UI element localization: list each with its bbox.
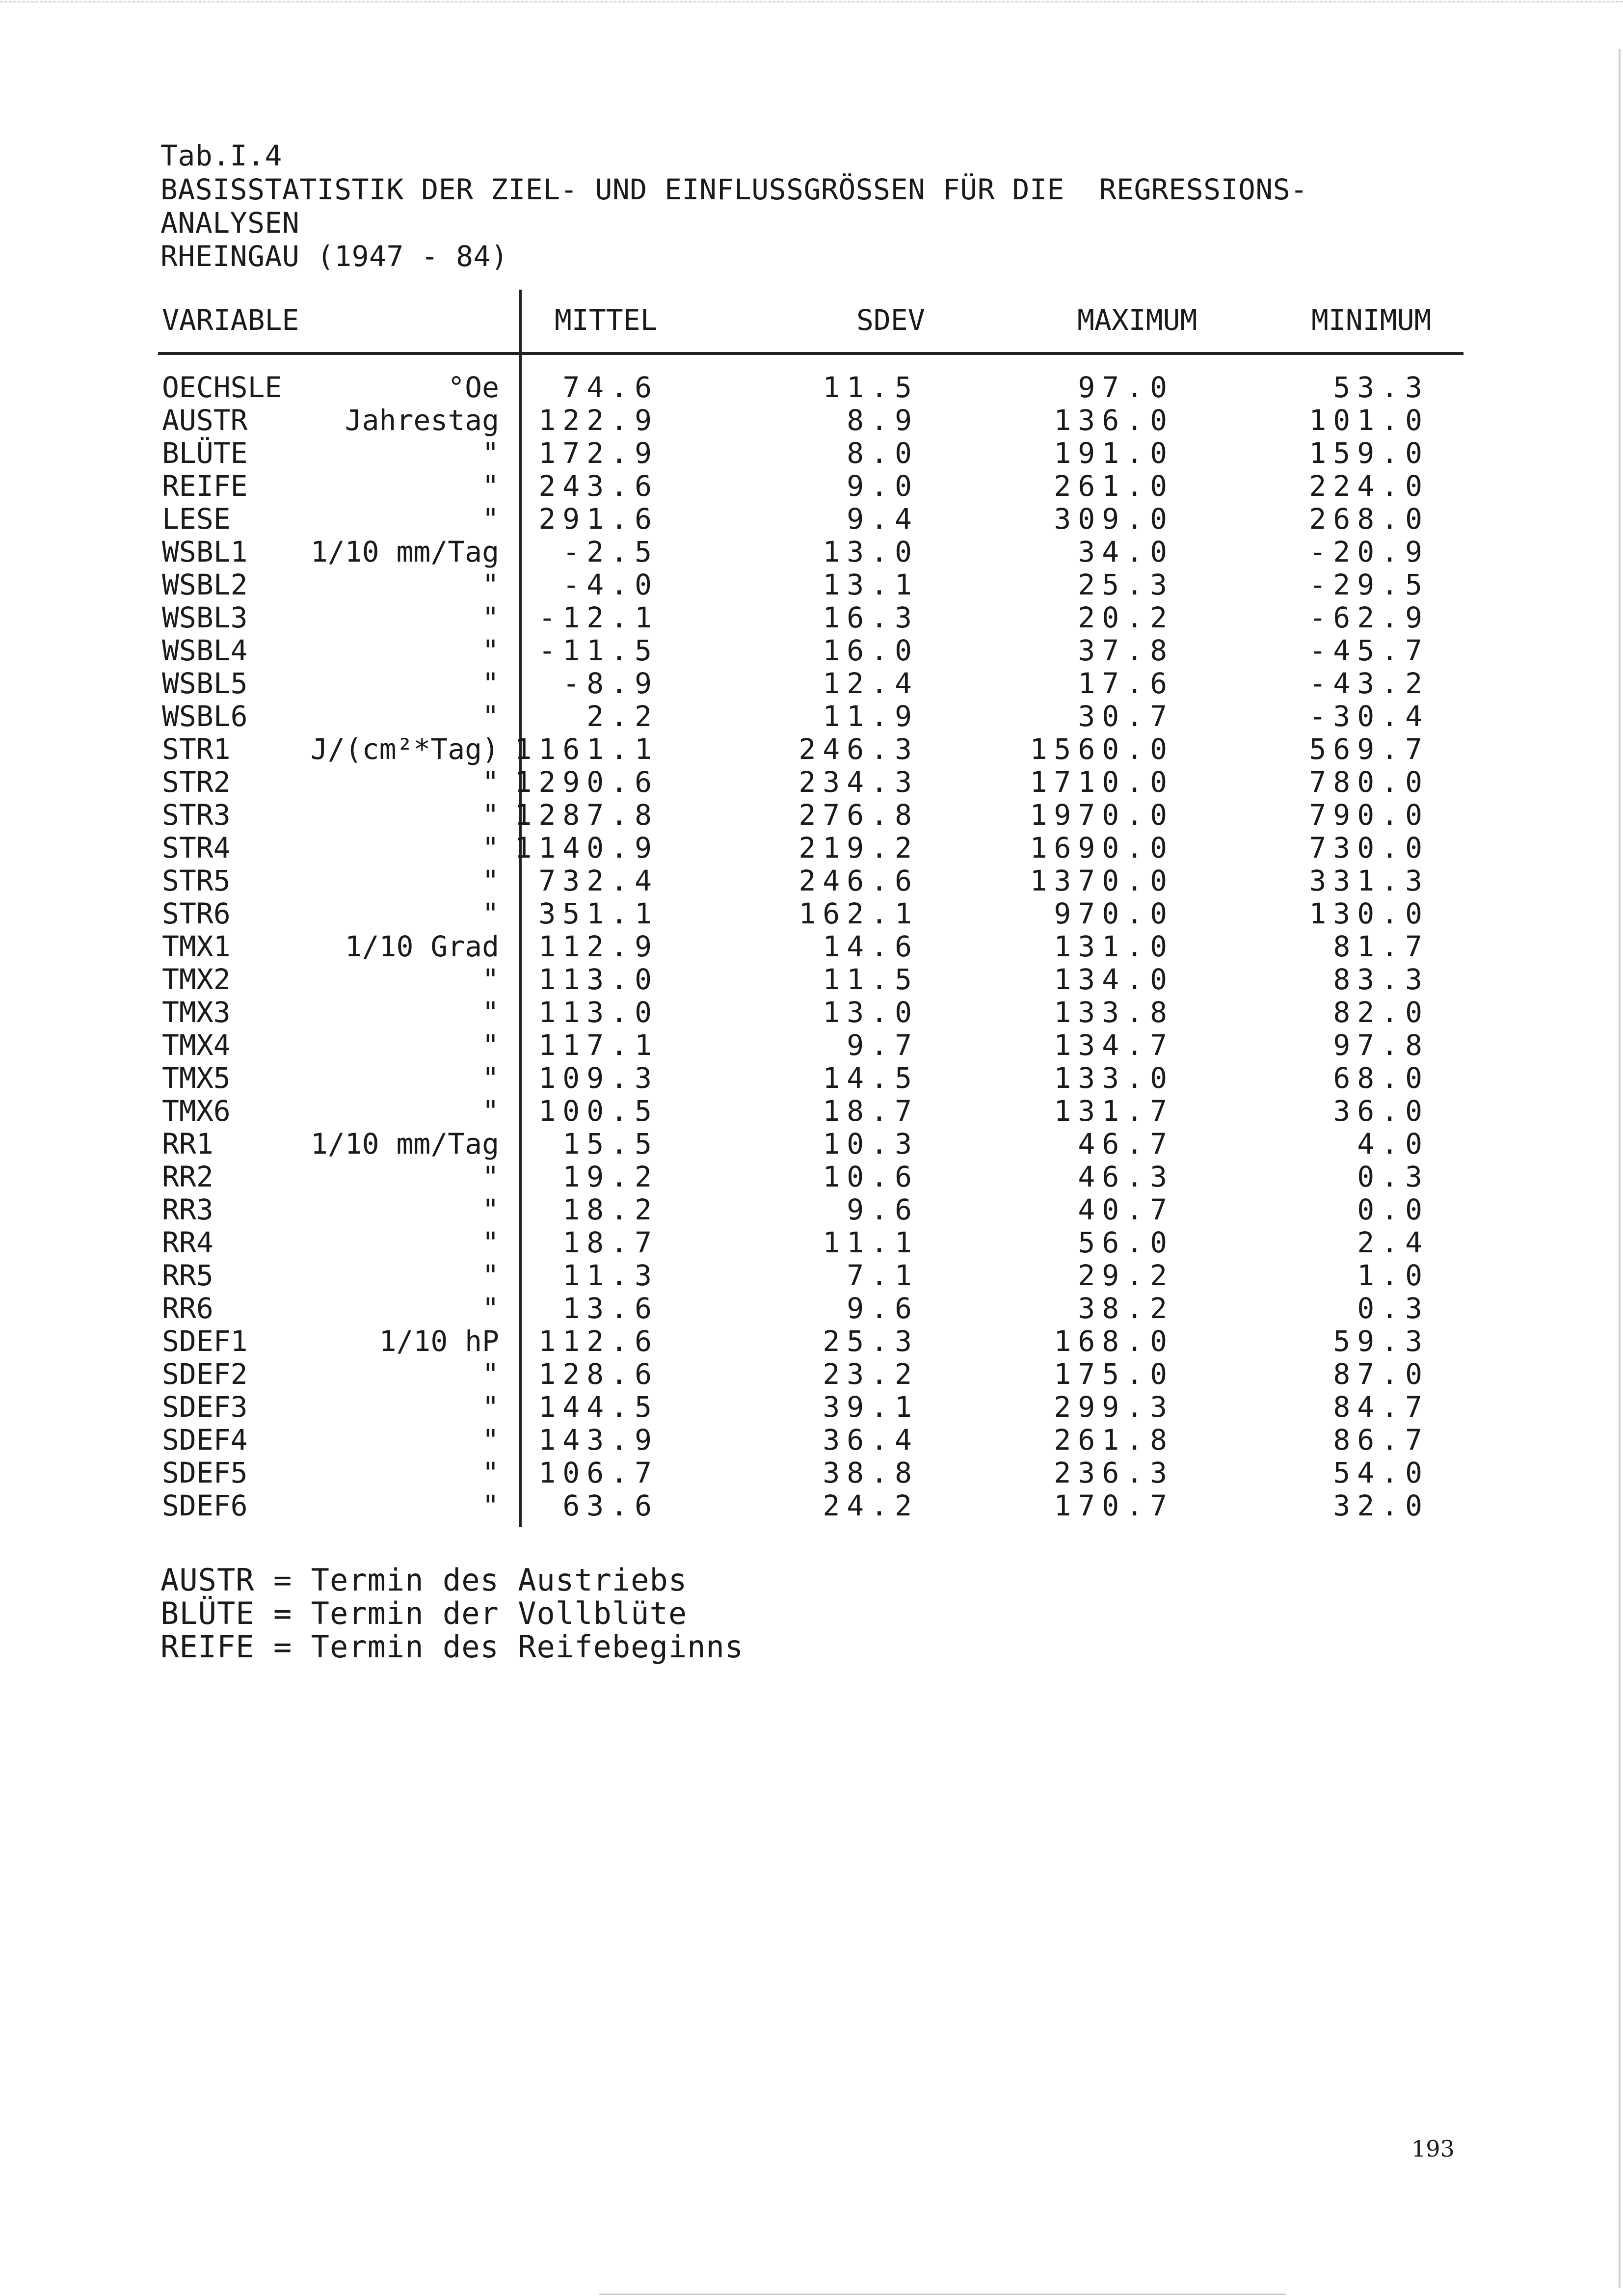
mean-cell: 122.9 (538, 404, 659, 437)
max-cell: 30.7 (1078, 700, 1174, 733)
footnote-bluete: BLÜTE = Termin der Vollblüte (160, 1595, 688, 1631)
sdev-cell: 16.0 (823, 634, 919, 667)
max-cell: 1690.0 (1030, 831, 1174, 864)
sdev-cell: 11.1 (823, 1226, 919, 1259)
scan-edge-bottom (599, 2294, 1286, 2295)
sdev-cell: 8.0 (847, 436, 919, 470)
unit-cell: " (482, 1423, 499, 1457)
variable-cell: SDEF2 (162, 1357, 248, 1391)
mean-cell: 143.9 (538, 1423, 659, 1457)
mean-cell: 74.6 (562, 371, 659, 404)
min-cell: 53.3 (1333, 371, 1429, 404)
unit-cell: " (482, 996, 499, 1029)
unit-cell: " (482, 436, 499, 470)
sdev-cell: 24.2 (823, 1489, 919, 1522)
max-cell: 1370.0 (1030, 864, 1174, 897)
max-cell: 1970.0 (1030, 798, 1174, 832)
mean-cell: 13.6 (562, 1292, 659, 1325)
table-row (0, 568, 1623, 601)
unit-cell: 1/10 Grad (345, 930, 499, 963)
column-header-min: MINIMUM (1311, 303, 1432, 337)
variable-cell: RR5 (162, 1259, 213, 1292)
scan-edge-top (0, 1, 1623, 2)
table-row (0, 1489, 1623, 1522)
header-rule (158, 352, 1463, 355)
unit-cell: " (482, 469, 499, 503)
variable-cell: AUSTR (162, 404, 248, 437)
max-cell: 970.0 (1054, 897, 1174, 930)
table-row (0, 1357, 1623, 1391)
table-row (0, 700, 1623, 733)
max-cell: 1560.0 (1030, 732, 1174, 766)
mean-cell: -8.9 (562, 667, 659, 700)
unit-cell: 1/10 mm/Tag (310, 1127, 499, 1161)
min-cell: 32.0 (1333, 1489, 1429, 1522)
unit-cell: " (482, 864, 499, 897)
variable-cell: OECHSLE (162, 371, 282, 404)
min-cell: 84.7 (1333, 1390, 1429, 1424)
sdev-cell: 23.2 (823, 1357, 919, 1391)
unit-cell: " (482, 1489, 499, 1522)
variable-cell: RR4 (162, 1226, 213, 1259)
table-row (0, 667, 1623, 700)
table-row (0, 634, 1623, 667)
unit-cell: " (482, 1160, 499, 1193)
mean-cell: 18.7 (562, 1226, 659, 1259)
unit-cell: " (482, 1094, 499, 1128)
sdev-cell: 10.3 (823, 1127, 919, 1161)
max-cell: 29.2 (1078, 1259, 1174, 1292)
mean-cell: -12.1 (538, 601, 659, 634)
unit-cell: " (482, 700, 499, 733)
variable-cell: WSBL1 (162, 535, 248, 568)
min-cell: 331.3 (1309, 864, 1429, 897)
variable-cell: TMX6 (162, 1094, 231, 1128)
min-cell: 83.3 (1333, 963, 1429, 996)
column-header-max: MAXIMUM (1077, 303, 1197, 337)
table-row (0, 1292, 1623, 1325)
table-row (0, 1259, 1623, 1292)
table-row (0, 502, 1623, 536)
unit-cell: " (482, 568, 499, 601)
min-cell: -45.7 (1309, 634, 1429, 667)
sdev-cell: 16.3 (823, 601, 919, 634)
max-cell: 131.7 (1054, 1094, 1174, 1128)
table-row (0, 601, 1623, 634)
max-cell: 261.8 (1054, 1423, 1174, 1457)
table-row (0, 798, 1623, 832)
max-cell: 299.3 (1054, 1390, 1174, 1424)
table-label: Tab.I.4 (160, 139, 282, 172)
max-cell: 37.8 (1078, 634, 1174, 667)
sdev-cell: 276.8 (798, 798, 919, 832)
min-cell: 4.0 (1357, 1127, 1429, 1161)
mean-cell: 112.6 (538, 1324, 659, 1358)
min-cell: 2.4 (1357, 1226, 1429, 1259)
min-cell: -20.9 (1309, 535, 1429, 568)
variable-cell: TMX5 (162, 1061, 231, 1095)
variable-cell: WSBL6 (162, 700, 248, 733)
max-cell: 56.0 (1078, 1226, 1174, 1259)
column-header-mean: MITTEL (555, 303, 658, 337)
mean-cell: 1140.9 (514, 831, 659, 864)
table-row (0, 1160, 1623, 1193)
variable-cell: SDEF5 (162, 1456, 248, 1489)
unit-cell: " (482, 765, 499, 799)
footnote-reife: REIFE = Termin des Reifebeginns (160, 1629, 744, 1665)
unit-cell: " (482, 1226, 499, 1259)
unit-cell: " (482, 1292, 499, 1325)
min-cell: 780.0 (1309, 765, 1429, 799)
sdev-cell: 246.6 (798, 864, 919, 897)
sdev-cell: 162.1 (798, 897, 919, 930)
mean-cell: 732.4 (538, 864, 659, 897)
mean-cell: 112.9 (538, 930, 659, 963)
variable-cell: SDEF4 (162, 1423, 248, 1457)
mean-cell: 2.2 (586, 700, 659, 733)
variable-cell: TMX3 (162, 996, 231, 1029)
table-row (0, 1193, 1623, 1226)
unit-cell: Jahrestag (345, 404, 499, 437)
sdev-cell: 14.6 (823, 930, 919, 963)
mean-cell: 109.3 (538, 1061, 659, 1095)
max-cell: 46.3 (1078, 1160, 1174, 1193)
max-cell: 40.7 (1078, 1193, 1174, 1226)
table-row (0, 436, 1623, 470)
sdev-cell: 10.6 (823, 1160, 919, 1193)
variable-cell: STR1 (162, 732, 231, 766)
max-cell: 46.7 (1078, 1127, 1174, 1161)
column-header-sdev: SDEV (856, 303, 925, 337)
unit-cell: " (482, 601, 499, 634)
table-row (0, 765, 1623, 799)
page-number: 193 (1411, 2135, 1455, 2162)
max-cell: 191.0 (1054, 436, 1174, 470)
mean-cell: 113.0 (538, 996, 659, 1029)
table-row (0, 371, 1623, 404)
variable-cell: RR6 (162, 1292, 213, 1325)
min-cell: 224.0 (1309, 469, 1429, 503)
mean-cell: 351.1 (538, 897, 659, 930)
sdev-cell: 9.0 (847, 469, 919, 503)
table-title-line1: BASISSTATISTIK DER ZIEL- UND EINFLUSSGRÖSSEN FÜR DIE REGRESSIONS- (160, 173, 1308, 206)
unit-cell: " (482, 1259, 499, 1292)
mean-cell: 113.0 (538, 963, 659, 996)
max-cell: 236.3 (1054, 1456, 1174, 1489)
table-row (0, 469, 1623, 503)
sdev-cell: 13.1 (823, 568, 919, 601)
variable-cell: RR2 (162, 1160, 213, 1193)
mean-cell: 11.3 (562, 1259, 659, 1292)
variable-cell: WSBL5 (162, 667, 248, 700)
table-row (0, 1094, 1623, 1128)
sdev-cell: 9.6 (847, 1193, 919, 1226)
min-cell: 59.3 (1333, 1324, 1429, 1358)
min-cell: 54.0 (1333, 1456, 1429, 1489)
variable-cell: TMX4 (162, 1028, 231, 1062)
min-cell: 790.0 (1309, 798, 1429, 832)
mean-cell: 100.5 (538, 1094, 659, 1128)
table-row (0, 831, 1623, 864)
max-cell: 25.3 (1078, 568, 1174, 601)
max-cell: 133.0 (1054, 1061, 1174, 1095)
variable-cell: SDEF1 (162, 1324, 248, 1358)
sdev-cell: 9.4 (847, 502, 919, 536)
max-cell: 131.0 (1054, 930, 1174, 963)
unit-cell: °Oe (448, 371, 499, 404)
table-row (0, 1456, 1623, 1489)
sdev-cell: 11.9 (823, 700, 919, 733)
unit-cell: " (482, 798, 499, 832)
unit-cell: " (482, 502, 499, 536)
table-row (0, 1226, 1623, 1259)
variable-cell: REIFE (162, 469, 248, 503)
min-cell: 1.0 (1357, 1259, 1429, 1292)
sdev-cell: 36.4 (823, 1423, 919, 1457)
table-row (0, 1061, 1623, 1095)
unit-cell: " (482, 1390, 499, 1424)
variable-cell: BLÜTE (162, 436, 248, 470)
unit-cell: 1/10 mm/Tag (310, 535, 499, 568)
variable-cell: RR3 (162, 1193, 213, 1226)
sdev-cell: 25.3 (823, 1324, 919, 1358)
unit-cell: " (482, 667, 499, 700)
footnote-austr: AUSTR = Termin des Austriebs (160, 1562, 688, 1598)
mean-cell: 1290.6 (514, 765, 659, 799)
max-cell: 134.7 (1054, 1028, 1174, 1062)
sdev-cell: 8.9 (847, 404, 919, 437)
max-cell: 309.0 (1054, 502, 1174, 536)
mean-cell: 144.5 (538, 1390, 659, 1424)
max-cell: 170.7 (1054, 1489, 1174, 1522)
sdev-cell: 219.2 (798, 831, 919, 864)
sdev-cell: 13.0 (823, 996, 919, 1029)
max-cell: 134.0 (1054, 963, 1174, 996)
mean-cell: -2.5 (562, 535, 659, 568)
table-row (0, 996, 1623, 1029)
max-cell: 136.0 (1054, 404, 1174, 437)
mean-cell: 106.7 (538, 1456, 659, 1489)
min-cell: -62.9 (1309, 601, 1429, 634)
table-row (0, 1028, 1623, 1062)
min-cell: 268.0 (1309, 502, 1429, 536)
min-cell: 86.7 (1333, 1423, 1429, 1457)
unit-cell: " (482, 1028, 499, 1062)
max-cell: 1710.0 (1030, 765, 1174, 799)
table-row (0, 1390, 1623, 1424)
max-cell: 133.8 (1054, 996, 1174, 1029)
table-row (0, 864, 1623, 897)
sdev-cell: 246.3 (798, 732, 919, 766)
min-cell: 130.0 (1309, 897, 1429, 930)
unit-cell: " (482, 1357, 499, 1391)
mean-cell: 243.6 (538, 469, 659, 503)
table-row (0, 535, 1623, 568)
variable-cell: STR4 (162, 831, 231, 864)
min-cell: -29.5 (1309, 568, 1429, 601)
unit-cell: " (482, 963, 499, 996)
variable-cell: STR2 (162, 765, 231, 799)
sdev-cell: 11.5 (823, 963, 919, 996)
variable-cell: SDEF3 (162, 1390, 248, 1424)
max-cell: 17.6 (1078, 667, 1174, 700)
max-cell: 97.0 (1078, 371, 1174, 404)
table-row (0, 930, 1623, 963)
mean-cell: -4.0 (562, 568, 659, 601)
variable-cell: WSBL4 (162, 634, 248, 667)
variable-cell: STR6 (162, 897, 231, 930)
mean-cell: 1161.1 (514, 732, 659, 766)
mean-cell: -11.5 (538, 634, 659, 667)
table-row (0, 897, 1623, 930)
min-cell: 81.7 (1333, 930, 1429, 963)
sdev-cell: 38.8 (823, 1456, 919, 1489)
min-cell: -30.4 (1309, 700, 1429, 733)
table-row (0, 1324, 1623, 1358)
sdev-cell: 234.3 (798, 765, 919, 799)
max-cell: 168.0 (1054, 1324, 1174, 1358)
unit-cell: " (482, 634, 499, 667)
variable-cell: WSBL2 (162, 568, 248, 601)
min-cell: 87.0 (1333, 1357, 1429, 1391)
mean-cell: 128.6 (538, 1357, 659, 1391)
sdev-cell: 14.5 (823, 1061, 919, 1095)
table-row (0, 1423, 1623, 1457)
variable-cell: TMX2 (162, 963, 231, 996)
table-row (0, 732, 1623, 766)
min-cell: 36.0 (1333, 1094, 1429, 1128)
mean-cell: 172.9 (538, 436, 659, 470)
min-cell: 730.0 (1309, 831, 1429, 864)
sdev-cell: 18.7 (823, 1094, 919, 1128)
min-cell: 97.8 (1333, 1028, 1429, 1062)
max-cell: 34.0 (1078, 535, 1174, 568)
unit-cell: " (482, 1061, 499, 1095)
mean-cell: 19.2 (562, 1160, 659, 1193)
max-cell: 38.2 (1078, 1292, 1174, 1325)
min-cell: -43.2 (1309, 667, 1429, 700)
min-cell: 0.3 (1357, 1292, 1429, 1325)
max-cell: 261.0 (1054, 469, 1174, 503)
variable-cell: TMX1 (162, 930, 231, 963)
sdev-cell: 12.4 (823, 667, 919, 700)
variable-cell: LESE (162, 502, 231, 536)
mean-cell: 18.2 (562, 1193, 659, 1226)
mean-cell: 15.5 (562, 1127, 659, 1161)
table-title-line2: ANALYSEN (160, 206, 300, 240)
max-cell: 175.0 (1054, 1357, 1174, 1391)
table-row (0, 1127, 1623, 1161)
min-cell: 68.0 (1333, 1061, 1429, 1095)
unit-cell: " (482, 1193, 499, 1226)
sdev-cell: 9.7 (847, 1028, 919, 1062)
min-cell: 159.0 (1309, 436, 1429, 470)
column-header-variable: VARIABLE (162, 303, 299, 337)
mean-cell: 1287.8 (514, 798, 659, 832)
unit-cell: " (482, 831, 499, 864)
sdev-cell: 11.5 (823, 371, 919, 404)
variable-cell: SDEF6 (162, 1489, 248, 1522)
table-row (0, 404, 1623, 437)
mean-cell: 63.6 (562, 1489, 659, 1522)
sdev-cell: 39.1 (823, 1390, 919, 1424)
sdev-cell: 7.1 (847, 1259, 919, 1292)
min-cell: 569.7 (1309, 732, 1429, 766)
min-cell: 0.0 (1357, 1193, 1429, 1226)
variable-cell: RR1 (162, 1127, 213, 1161)
min-cell: 101.0 (1309, 404, 1429, 437)
table-title-line3: RHEINGAU (1947 - 84) (160, 240, 508, 273)
min-cell: 82.0 (1333, 996, 1429, 1029)
variable-cell: WSBL3 (162, 601, 248, 634)
sdev-cell: 13.0 (823, 535, 919, 568)
mean-cell: 291.6 (538, 502, 659, 536)
unit-cell: J/(cm²*Tag) (310, 732, 499, 766)
min-cell: 0.3 (1357, 1160, 1429, 1193)
table-row (0, 963, 1623, 996)
variable-cell: STR5 (162, 864, 231, 897)
variable-cell: STR3 (162, 798, 231, 832)
sdev-cell: 9.6 (847, 1292, 919, 1325)
unit-cell: " (482, 897, 499, 930)
max-cell: 20.2 (1078, 601, 1174, 634)
unit-cell: " (482, 1456, 499, 1489)
mean-cell: 117.1 (538, 1028, 659, 1062)
unit-cell: 1/10 hP (379, 1324, 499, 1358)
